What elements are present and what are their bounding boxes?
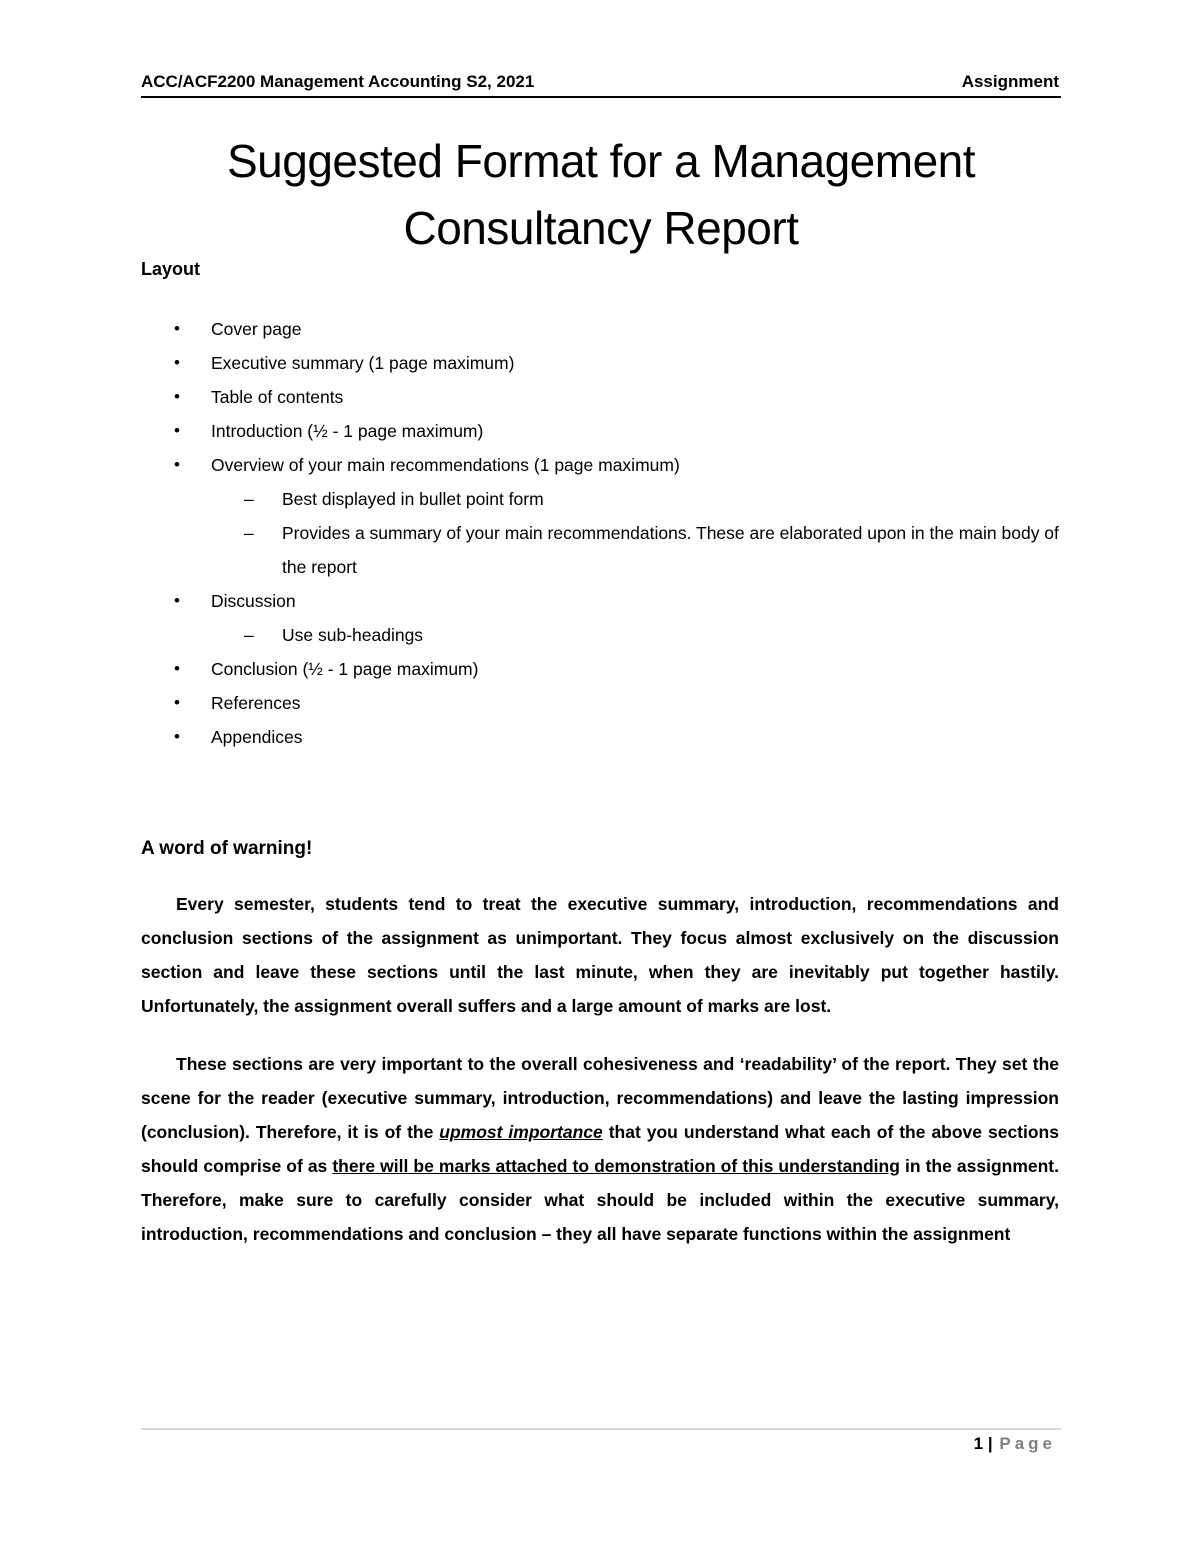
paragraph-1: Every semester, students tend to treat the executive summary, introduction, recommendations and conclusion sections of the assignment as unimportant. They focus almost exclusively on the discussion section and leave these sections until the last minute, when they are inevitably put together hastily. Unfortunately, the assignment overall suffers and a large amount of marks are lost. xyxy=(141,894,1059,1016)
bullet-icon: • xyxy=(174,387,180,406)
document-title xyxy=(141,128,1061,262)
list-item: • Appendices xyxy=(141,720,1061,754)
sub-list-item: – Use sub-headings xyxy=(211,618,1061,652)
bullet-icon: • xyxy=(174,591,180,610)
bullet-icon: • xyxy=(174,659,180,678)
warning-heading: A word of warning! xyxy=(141,838,313,859)
underlined-text: there will be marks attached to demonstration of this understanding xyxy=(332,1156,900,1176)
dash-icon: – xyxy=(244,625,254,645)
course-title: ACC/ACF2200 Management Accounting S2, 2021 xyxy=(141,72,535,91)
document-type: Assignment xyxy=(961,72,1059,91)
page-number: 1 xyxy=(973,1434,984,1453)
list-item: • Overview of your main recommendations (1 page maximum) – Best displayed in bullet point form – Provides a summary of your main recommendations. These are elaborated upon in the main body of the report xyxy=(141,448,1061,584)
footer-divider xyxy=(141,1428,1061,1430)
page-header xyxy=(141,70,1061,98)
title-line-1: Suggested Format for a Management xyxy=(226,135,976,187)
footer-separator: | xyxy=(987,1434,993,1453)
dash-icon: – xyxy=(244,523,254,543)
bullet-icon: • xyxy=(174,353,180,372)
layout-heading: Layout xyxy=(141,259,201,279)
list-item: • References xyxy=(141,686,1061,720)
title-line-2: Consultancy Report xyxy=(403,202,799,254)
bullet-icon: • xyxy=(174,693,180,712)
list-item: • Conclusion (½ - 1 page maximum) xyxy=(141,652,1061,686)
overview-sublist xyxy=(211,482,1061,584)
sub-list-item: – Provides a summary of your main recommendations. These are elaborated upon in the main body of the report xyxy=(211,516,1061,584)
layout-list xyxy=(141,312,1061,754)
bullet-icon: • xyxy=(174,319,180,338)
list-item: • Executive summary (1 page maximum) xyxy=(141,346,1061,380)
bullet-icon: • xyxy=(174,455,180,474)
bullet-icon: • xyxy=(174,727,180,746)
list-item: • Discussion – Use sub-headings xyxy=(141,584,1061,652)
discussion-sublist xyxy=(211,618,1061,652)
list-item: • Table of contents xyxy=(141,380,1061,414)
paragraph-2: These sections are very important to the overall cohesiveness and ‘readability’ of the report. They set the scene for the reader (executive summary, introduction, recommendations) and leave the lasting impression (conclusion). Therefore, it is of the upmost importance that you understand what each of the above sections should comprise of as there will be marks attached to demonstration of this understanding in the assignment. Therefore, make sure to carefully consider what should be included within the executive summary, introduction, recommendations and conclusion – they all have separate functions within the assignment xyxy=(141,1054,1059,1244)
page-label: Page xyxy=(999,1434,1056,1453)
page-footer xyxy=(974,1434,1056,1454)
emphasis-text: upmost importance xyxy=(439,1122,603,1142)
list-item: • Cover page xyxy=(141,312,1061,346)
list-item: • Introduction (½ - 1 page maximum) xyxy=(141,414,1061,448)
dash-icon: – xyxy=(244,489,254,509)
bullet-icon: • xyxy=(174,421,180,440)
sub-list-item: – Best displayed in bullet point form xyxy=(211,482,1061,516)
